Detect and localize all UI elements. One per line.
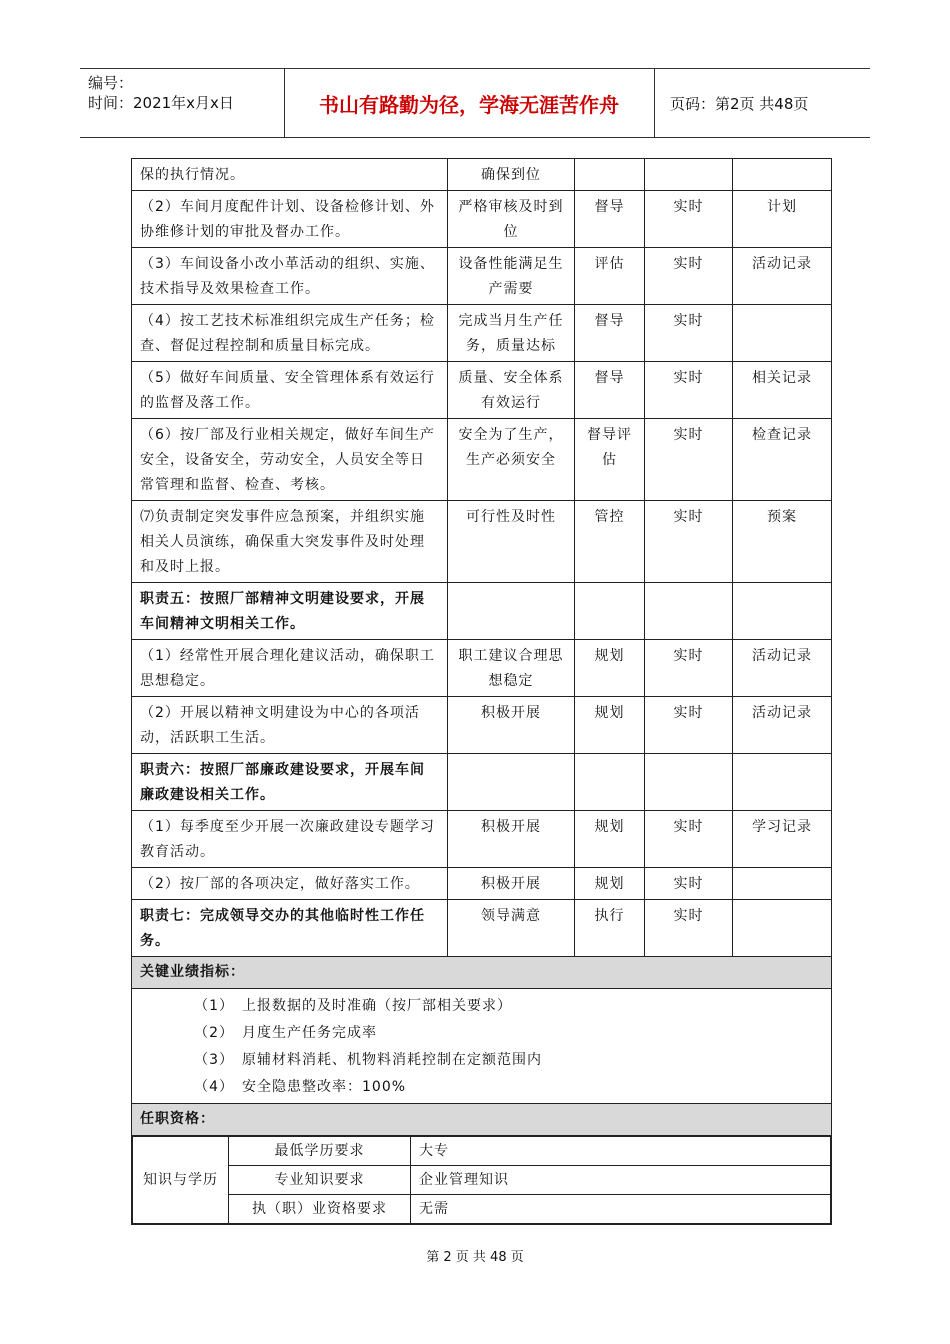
table-row: [132, 419, 832, 501]
standard-cell: 职工建议合理思想稳定: [448, 640, 575, 697]
duty-cell: （2）按厂部的各项决定，做好落实工作。: [132, 868, 448, 900]
method-cell: 规划: [575, 697, 645, 754]
duty-cell: 职责七：完成领导交办的其他临时性工作任务。: [132, 900, 448, 957]
duty-cell: （5）做好车间质量、安全管理体系有效运行的监督及落工作。: [132, 362, 448, 419]
qualification-item-label: 专业知识要求: [229, 1166, 411, 1195]
standard-cell: 安全为了生产，生产必须安全: [448, 419, 575, 501]
table-row: [132, 811, 832, 868]
record-cell: [733, 583, 832, 640]
page-footer: 第 2 页 共 48 页: [426, 1250, 524, 1265]
method-cell: 督导评估: [575, 419, 645, 501]
duty-cell: 保的执行情况。: [132, 159, 448, 191]
method-cell: 规划: [575, 640, 645, 697]
time-cell: 实时: [645, 811, 733, 868]
time-cell: 实时: [645, 697, 733, 754]
kpi-row: [132, 989, 832, 1104]
time-cell: 实时: [645, 900, 733, 957]
table-row: [132, 583, 832, 640]
standard-cell: 积极开展: [448, 811, 575, 868]
time-cell: [645, 583, 733, 640]
method-cell: 督导: [575, 305, 645, 362]
standard-cell: 完成当月生产任务，质量达标: [448, 305, 575, 362]
kpi-item-text: 月度生产任务完成率: [242, 1025, 377, 1041]
record-cell: 活动记录: [733, 248, 832, 305]
serial-label: 编号：: [88, 74, 134, 92]
table-row: [132, 248, 832, 305]
qualification-item-label: 最低学历要求: [229, 1137, 411, 1166]
kpi-item-text: 原辅材料消耗、机物料消耗控制在定额范围内: [242, 1052, 542, 1068]
time-label: 时间：2021年x月x日: [88, 94, 234, 112]
duty-cell: （2）车间月度配件计划、设备检修计划、外协维修计划的审批及督办工作。: [132, 191, 448, 248]
kpi-item-text: 上报数据的及时准确（按厂部相关要求）: [242, 998, 512, 1014]
qualification-item-value: 大专: [411, 1137, 831, 1166]
qualification-table: [132, 1136, 831, 1224]
duty-cell: （4）按工艺技术标准组织完成生产任务；检查、督促过程控制和质量目标完成。: [132, 305, 448, 362]
time-cell: 实时: [645, 640, 733, 697]
kpi-item-number: （1）: [194, 998, 234, 1014]
duty-cell: 职责六：按照厂部廉政建设要求，开展车间廉政建设相关工作。: [132, 754, 448, 811]
kpi-list: [132, 989, 832, 1104]
table-row: [132, 159, 832, 191]
duty-table-body: [132, 159, 832, 957]
kpi-item-number: （3）: [194, 1052, 234, 1068]
standard-cell: 质量、安全体系有效运行: [448, 362, 575, 419]
method-cell: [575, 159, 645, 191]
record-cell: 预案: [733, 501, 832, 583]
table-row: [132, 754, 832, 811]
record-cell: [733, 305, 832, 362]
header-motto: 书山有路勤为径，学海无涯苦作舟: [319, 92, 619, 117]
method-cell: 规划: [575, 811, 645, 868]
record-cell: [733, 159, 832, 191]
standard-cell: 严格审核及时到位: [448, 191, 575, 248]
method-cell: 评估: [575, 248, 645, 305]
duty-table: [131, 158, 832, 1225]
qualification-item-value: 企业管理知识: [411, 1166, 831, 1195]
kpi-item: [140, 993, 823, 1020]
kpi-item: [140, 1020, 823, 1047]
qualification-item-value: 无需: [411, 1195, 831, 1224]
kpi-header-row: [132, 957, 832, 989]
standard-cell: 可行性及时性: [448, 501, 575, 583]
time-cell: 实时: [645, 248, 733, 305]
qualification-header-row: [132, 1104, 832, 1136]
method-cell: 督导: [575, 191, 645, 248]
duty-cell: （1）经常性开展合理化建议活动，确保职工思想稳定。: [132, 640, 448, 697]
duty-cell: （1）每季度至少开展一次廉政建设专题学习教育活动。: [132, 811, 448, 868]
duty-cell: （3）车间设备小改小革活动的组织、实施、技术指导及效果检查工作。: [132, 248, 448, 305]
table-row: [132, 868, 832, 900]
time-cell: 实时: [645, 419, 733, 501]
standard-cell: 确保到位: [448, 159, 575, 191]
method-cell: 管控: [575, 501, 645, 583]
time-cell: [645, 159, 733, 191]
method-cell: [575, 583, 645, 640]
standard-cell: 领导满意: [448, 900, 575, 957]
header-page-info: 页码：第2页 共48页: [670, 94, 809, 113]
table-row: [132, 305, 832, 362]
record-cell: 检查记录: [733, 419, 832, 501]
time-cell: [645, 754, 733, 811]
table-row: [132, 362, 832, 419]
standard-cell: [448, 754, 575, 811]
time-cell: 实时: [645, 868, 733, 900]
table-row: [132, 900, 832, 957]
time-cell: 实时: [645, 362, 733, 419]
kpi-item: [140, 1047, 823, 1074]
kpi-title: 关键业绩指标：: [132, 957, 832, 989]
table-row: [132, 697, 832, 754]
standard-cell: 设备性能满足生产需要: [448, 248, 575, 305]
method-cell: 规划: [575, 868, 645, 900]
kpi-item-number: （4）: [194, 1079, 234, 1095]
duty-cell: 职责五：按照厂部精神文明建设要求，开展车间精神文明相关工作。: [132, 583, 448, 640]
duty-cell: ⑺负责制定突发事件应急预案，并组织实施相关人员演练，确保重大突发事件及时处理和及时上报。: [132, 501, 448, 583]
record-cell: 学习记录: [733, 811, 832, 868]
record-cell: 计划: [733, 191, 832, 248]
standard-cell: [448, 583, 575, 640]
time-cell: 实时: [645, 501, 733, 583]
record-cell: [733, 900, 832, 957]
page-header: [80, 68, 870, 138]
duty-cell: （2）开展以精神文明建设为中心的各项活动，活跃职工生活。: [132, 697, 448, 754]
kpi-item-number: （2）: [194, 1025, 234, 1041]
header-divider: [654, 69, 655, 137]
time-cell: 实时: [645, 305, 733, 362]
record-cell: [733, 754, 832, 811]
qualification-title: 任职资格：: [132, 1104, 832, 1136]
record-cell: 相关记录: [733, 362, 832, 419]
method-cell: 执行: [575, 900, 645, 957]
qualification-group-label: 知识与学历: [133, 1137, 229, 1224]
record-cell: 活动记录: [733, 697, 832, 754]
table-row: [132, 191, 832, 248]
qualification-item-label: 执（职）业资格要求: [229, 1195, 411, 1224]
record-cell: [733, 868, 832, 900]
kpi-item: [140, 1074, 823, 1101]
header-meta: [88, 73, 278, 113]
time-cell: 实时: [645, 191, 733, 248]
record-cell: 活动记录: [733, 640, 832, 697]
kpi-item-text: 安全隐患整改率：100%: [242, 1079, 407, 1095]
standard-cell: 积极开展: [448, 697, 575, 754]
method-cell: 督导: [575, 362, 645, 419]
duty-cell: （6）按厂部及行业相关规定，做好车间生产安全，设备安全，劳动安全，人员安全等日常管理和监督、检查、考核。: [132, 419, 448, 501]
standard-cell: 积极开展: [448, 868, 575, 900]
qualification-cell: [132, 1136, 832, 1225]
table-row: [132, 501, 832, 583]
table-row: [132, 640, 832, 697]
method-cell: [575, 754, 645, 811]
qualification-row: [132, 1136, 832, 1225]
